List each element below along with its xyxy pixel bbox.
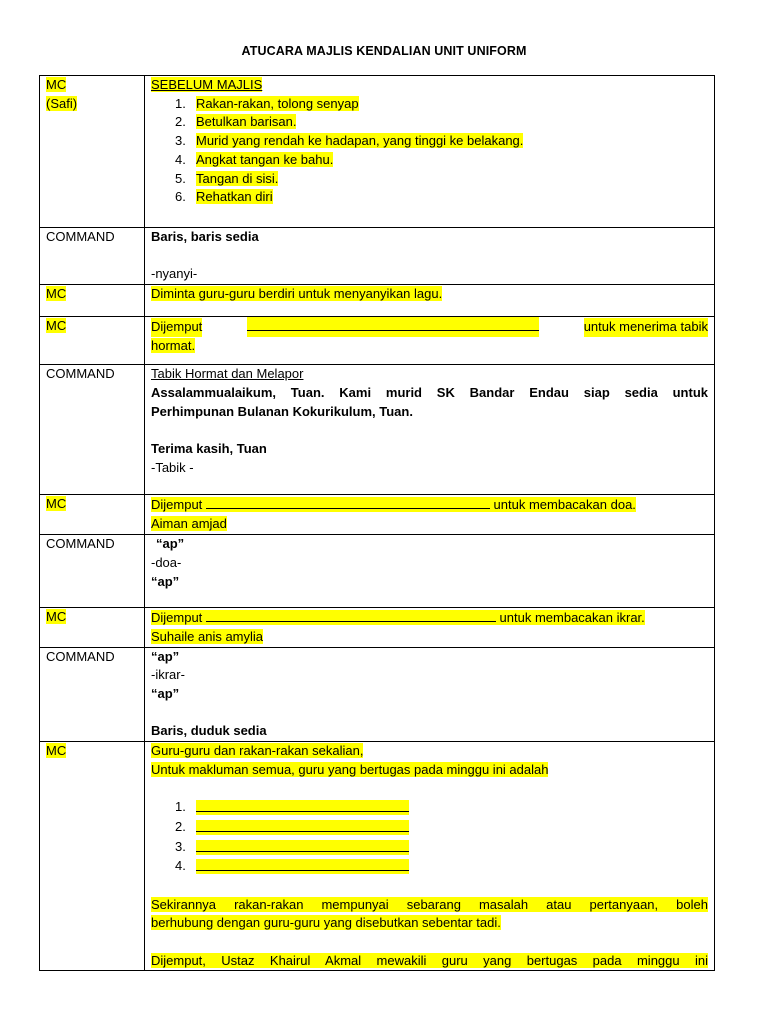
content-cell (145, 285, 715, 317)
mc-text: Untuk makluman semua, guru yang bertugas pada minggu ini adalah (151, 761, 549, 777)
role-cell (40, 535, 145, 608)
mc-text: hormat. (151, 337, 196, 353)
mc-text: untuk menerima tabik (584, 318, 708, 337)
role-label: MC (46, 743, 67, 758)
report-text: Assalammualaikum, Tuan. Kami murid SK Bandar Endau siap sedia untuk (151, 384, 708, 400)
report-text: Perhimpunan Bulanan Kokurikulum, Tuan. (151, 403, 413, 419)
mc-text: untuk membacakan doa. (493, 497, 636, 513)
mc-text: Dijemput (151, 497, 203, 513)
role-label: COMMAND (46, 366, 115, 382)
section-heading: SEBELUM MAJLIS (151, 77, 263, 92)
mc-text: Sekirannya rakan-rakan mempunyai sebarang masalah atau pertanyaan, boleh (151, 896, 708, 912)
mc-text: berhubung dengan guru-guru yang disebutkan sebentar tadi. (151, 915, 501, 931)
role-cell (40, 285, 145, 317)
command-text: Baris, baris sedia (151, 229, 259, 244)
list-item: 1. Rakan-rakan, tolong senyap (175, 95, 359, 111)
role-cell (40, 228, 145, 285)
command-note: -ikrar- (151, 667, 185, 683)
table-row (40, 495, 715, 535)
list-item: 6. Rehatkan diri (175, 189, 273, 205)
role-label: MC (46, 318, 67, 334)
mc-text: untuk membacakan ikrar. (499, 610, 645, 626)
content-cell (145, 365, 715, 495)
role-label: COMMAND (46, 648, 115, 664)
content-cell (145, 495, 715, 535)
mc-text: Dijemput (151, 610, 203, 626)
list-item: 3. (151, 838, 708, 858)
section-heading: Tabik Hormat dan Melapor (151, 366, 304, 382)
blank-fill-line (196, 798, 409, 812)
blank-fill-line (196, 838, 409, 852)
table-row (40, 365, 715, 495)
command-text: Baris, duduk sedia (151, 723, 267, 739)
command-text: “ap” (151, 648, 180, 664)
blank-fill-line (247, 317, 539, 337)
role-sub-label: (Safi) (46, 95, 78, 111)
content-cell (145, 228, 715, 285)
role-cell (40, 317, 145, 365)
person-name: Suhaile anis amylia (151, 628, 264, 644)
list-item: 3. Murid yang rendah ke hadapan, yang tinggi ke belakang. (175, 133, 524, 149)
table-row (40, 228, 715, 285)
content-cell (145, 76, 715, 228)
mc-text: Diminta guru-guru berdiri untuk menyanyikan lagu. (151, 286, 443, 302)
role-label: MC (46, 496, 67, 512)
table-row (40, 647, 715, 742)
command-note: -Tabik - (151, 459, 194, 475)
command-text: “ap” (151, 685, 180, 701)
role-label: COMMAND (46, 536, 115, 552)
blank-fill-line (206, 608, 496, 622)
blank-fill-line (196, 818, 409, 832)
program-table (39, 75, 715, 971)
mc-text: Guru-guru dan rakan-rakan sekalian, (151, 743, 364, 758)
table-row (40, 608, 715, 647)
role-cell (40, 495, 145, 535)
person-name: Aiman amjad (151, 515, 227, 531)
role-cell (40, 365, 145, 495)
command-text: “ap” (151, 573, 180, 589)
role-label: MC (46, 77, 67, 92)
list-item: 2. Betulkan barisan. (175, 114, 297, 130)
role-label: COMMAND (46, 229, 115, 244)
numbered-list (151, 95, 708, 207)
table-row (40, 285, 715, 317)
role-label: MC (46, 609, 67, 625)
table-row (40, 742, 715, 971)
table-row (40, 317, 715, 365)
mc-text: Dijemput, Ustaz Khairul Akmal mewakili guru yang bertugas pada minggu ini (151, 952, 708, 968)
list-item: 1. (151, 798, 708, 818)
content-cell (145, 535, 715, 608)
blank-fill-line (196, 857, 409, 871)
document-title: ATUCARA MAJLIS KENDALIAN UNIT UNIFORM (241, 44, 527, 58)
list-item: 2. (151, 818, 708, 838)
role-cell (40, 76, 145, 228)
role-cell (40, 742, 145, 971)
role-cell (40, 608, 145, 647)
content-cell (145, 317, 715, 365)
thanks-text: Terima kasih, Tuan (151, 440, 267, 456)
command-text: “ap” (156, 536, 185, 552)
content-cell (145, 647, 715, 742)
list-item: 5. Tangan di sisi. (175, 170, 279, 186)
mc-text: Dijemput (151, 318, 202, 337)
table-row (40, 76, 715, 228)
blank-fill-line (206, 495, 490, 509)
numbered-list (151, 798, 708, 877)
content-cell (145, 608, 715, 647)
command-note: -doa- (151, 554, 182, 570)
role-label: MC (46, 286, 67, 302)
command-note: -nyanyi- (151, 266, 198, 282)
role-cell (40, 647, 145, 742)
list-item: 4. (151, 857, 708, 877)
list-item: 4. Angkat tangan ke bahu. (175, 151, 334, 167)
table-row (40, 535, 715, 608)
content-cell (145, 742, 715, 971)
